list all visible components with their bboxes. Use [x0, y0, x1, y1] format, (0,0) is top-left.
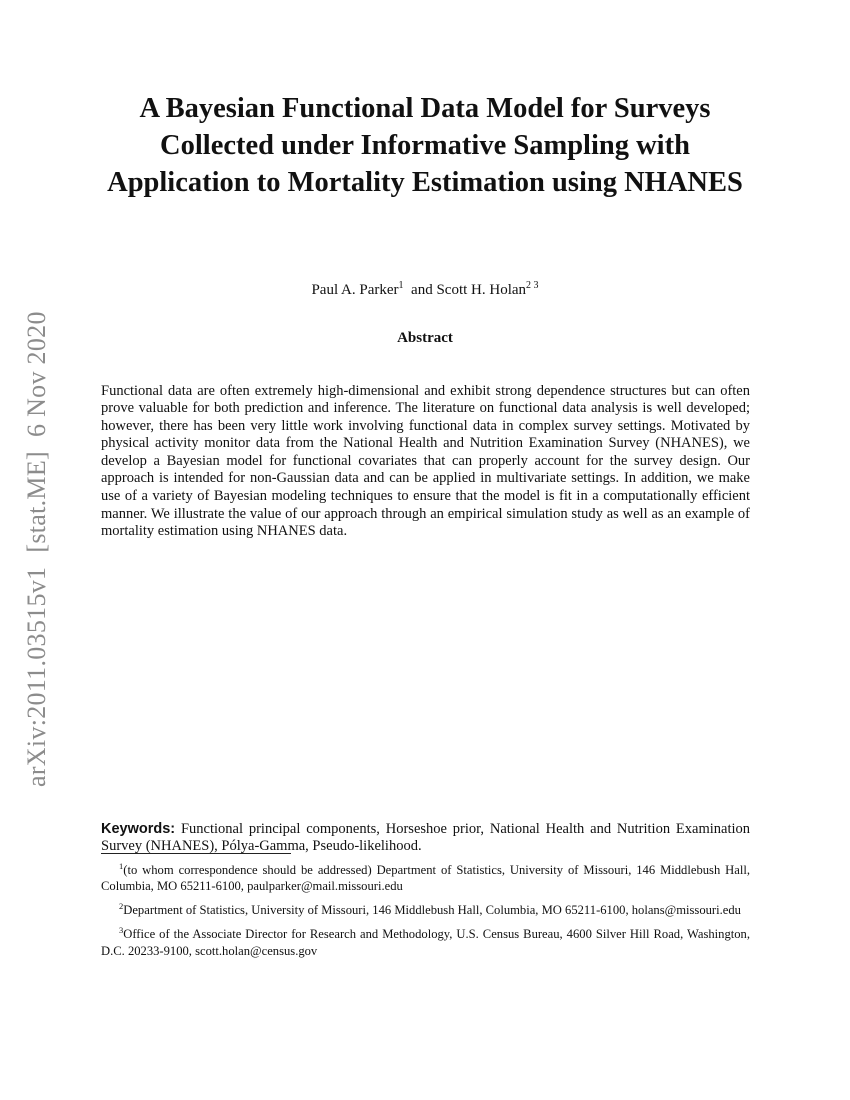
- footnotes: [101, 858, 750, 963]
- footnote-text: Department of Statistics, University of Missouri, 146 Middlebush Hall, Columbia, MO 65211-6100, holans@missouri.edu: [123, 903, 741, 918]
- arxiv-id: arXiv:2011.03515v1: [22, 566, 51, 787]
- author-line: [100, 280, 750, 299]
- arxiv-category: [stat.ME]: [22, 451, 51, 553]
- footnote-text: (to whom correspondence should be addressed) Department of Statistics, University of Missouri, 146 Middlebush Hall, Columbia, MO 65211-6100, paulparker@mail.missouri.edu: [101, 863, 750, 894]
- abstract-heading: Abstract: [397, 330, 453, 346]
- footnote-mark: 3: [119, 925, 124, 936]
- footnote-text: Office of the Associate Director for Research and Methodology, U.S. Census Bureau, 4600 Silver Hill Road, Washington, D.C. 20233-9100, scott.holan@census.gov: [101, 927, 750, 958]
- keywords-label: Keywords:: [101, 820, 176, 837]
- footnote: [101, 898, 750, 918]
- arxiv-identifier: [22, 297, 52, 787]
- footnote-mark: 1: [119, 861, 124, 871]
- author-name: Scott H. Holan: [436, 282, 527, 298]
- keywords-list: Functional principal components, Horseshoe prior, National Health and Nutrition Examination Survey (NHANES), Pólya-Gamma, Pseudo-likelihood.: [101, 820, 750, 855]
- author-affiliation-mark: 2 3: [526, 280, 539, 291]
- keywords: [101, 821, 750, 856]
- footnote-mark: 2: [119, 901, 124, 912]
- abstract-text: Functional data are often extremely high-dimensional and exhibit strong dependence structures but can often prove valuable for both prediction and inference. The literature on functional data analysis is well developed; however, there has been very little work involving functional data in complex survey settings. Motivated by physical activity monitor data from the National Health and Nutrition Examination Survey (NHANES), we develop a Bayesian model for functional covariates that can properly account for the survey design. Our approach is intended for non-Gaussian data and can be applied in multivariate settings. In addition, we make use of a variety of Bayesian modeling techniques to ensure that the model is fit in a computationally efficient manner. We illustrate the value of our approach through an empirical simulation study as well as an example of mortality estimation using NHANES data.: [101, 382, 750, 540]
- author-affiliation-mark: 1: [398, 280, 404, 291]
- paper-title: A Bayesian Functional Data Model for Surveys Collected under Informative Sampling with Application to Mortality Estimation using NHANES: [107, 93, 743, 198]
- arxiv-date: 6 Nov 2020: [22, 311, 51, 438]
- footnote: [101, 922, 750, 958]
- footnote: [101, 858, 750, 894]
- author-separator: and: [411, 282, 433, 298]
- footnote-rule: [101, 853, 291, 854]
- author-name: Paul A. Parker: [311, 282, 399, 298]
